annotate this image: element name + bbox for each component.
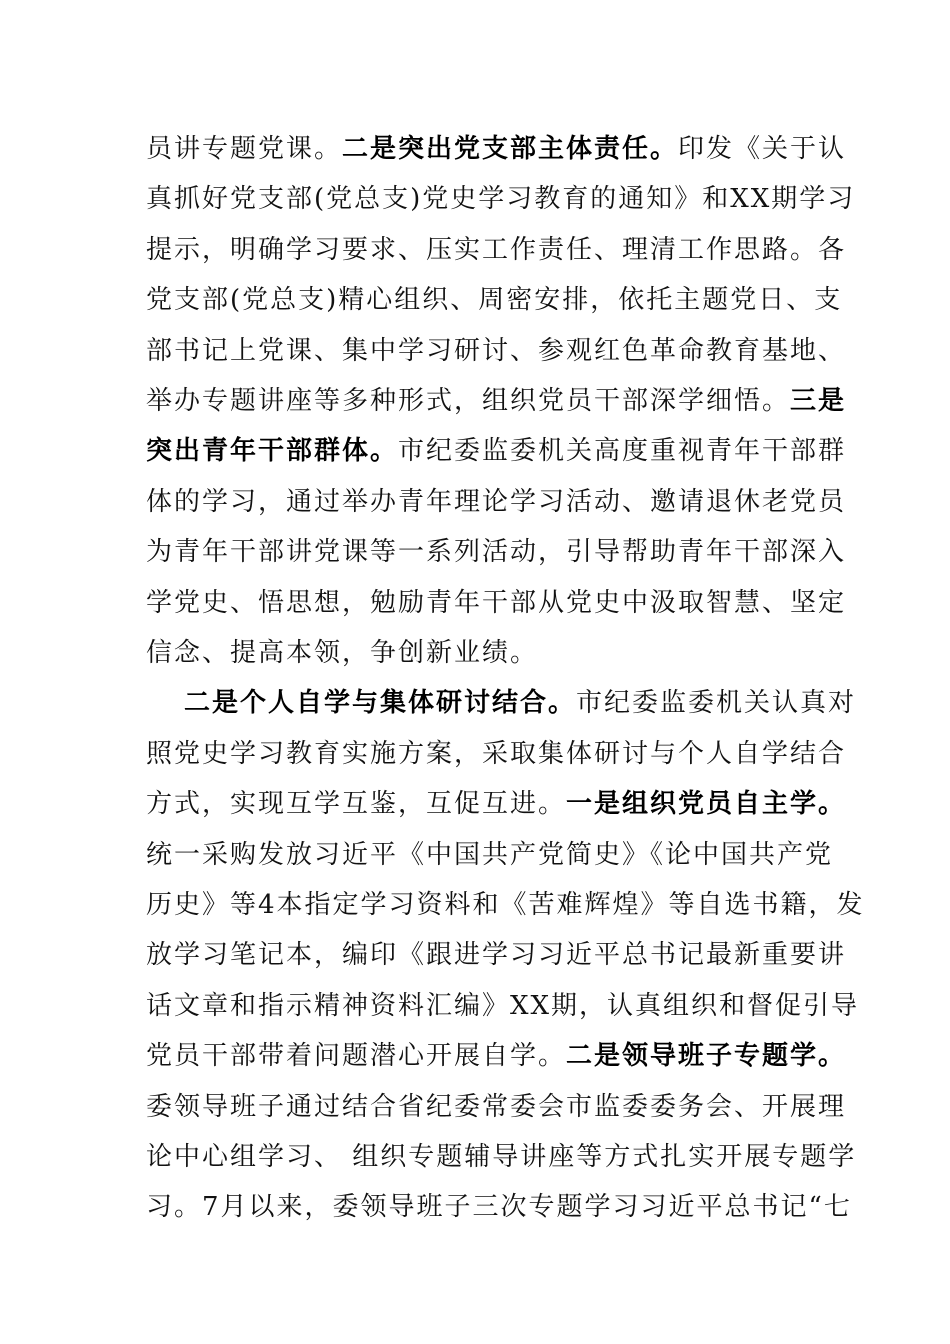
body-text: 部书记上党课、集中学习研讨、参观红色革命教育基地、	[146, 335, 847, 366]
body-text: 党员干部带着问题潜心开展自学。	[146, 1041, 567, 1072]
body-text: 统一采购发放习近平《中国共产党简史》《论中国共产党	[146, 839, 834, 870]
text-line	[146, 628, 806, 678]
body-text: 员讲专题党课。	[146, 134, 343, 164]
body-text: 为青年干部讲党课等一系列活动，引导帮助青年干部深入	[146, 537, 847, 568]
text-line	[146, 426, 847, 476]
body-text: 习。7月以来，委领导班子三次专题学习习近平总书记“七	[146, 1192, 852, 1223]
body-text: 照党史学习教育实施方案，采取集体研讨与个人自学结合	[146, 738, 847, 769]
body-text: 方式，实现互学互鉴，互促互进。	[146, 789, 567, 820]
text-line	[146, 376, 847, 426]
bold-heading-text: 三是	[790, 386, 847, 416]
body-text: 举办专题讲座等多种形式，组织党员干部深学细悟。	[146, 386, 791, 416]
bold-heading-text: 一是组织党员自主学。	[566, 789, 847, 820]
body-text: 印发《关于认	[678, 134, 847, 164]
body-text: 体的学习，通过举办青年理论学习活动、邀请退休老党员	[146, 486, 847, 517]
body-text: 话文章和指示精神资料汇编》XX期，认真组织和督促引导	[146, 990, 860, 1021]
text-line	[146, 779, 847, 829]
body-text: 信念、提高本领，争创新业绩。	[146, 638, 539, 668]
body-text: 历史》等4本指定学习资料和《苦难辉煌》等自选书籍，发	[146, 890, 865, 920]
body-text: 市纪委监委机关高度重视青年干部群	[398, 436, 847, 467]
bold-heading-text: 二是突出党支部主体责任。	[342, 134, 679, 164]
text-line	[146, 930, 847, 980]
text-line	[146, 1031, 847, 1081]
text-line	[146, 124, 847, 174]
text-line	[146, 729, 847, 779]
body-text: 学党史、悟思想，勉励青年干部从党史中汲取智慧、坚定	[146, 587, 847, 618]
body-text: 论中心组学习、 组织专题辅导讲座等方式扎实开展专题学	[146, 1142, 857, 1172]
text-line	[146, 477, 847, 527]
text-line	[146, 981, 860, 1031]
text-line	[146, 880, 865, 930]
text-line	[146, 578, 847, 628]
text-line	[146, 527, 847, 577]
text-line	[146, 326, 847, 376]
body-text: 放学习笔记本，编印《跟进学习习近平总书记最新重要讲	[146, 940, 847, 971]
text-line	[184, 678, 857, 728]
bold-heading-text: 二是个人自学与集体研讨结合。	[184, 688, 577, 719]
text-line	[146, 1082, 847, 1132]
bold-heading-text: 突出青年干部群体。	[146, 436, 399, 467]
text-line	[146, 1182, 852, 1232]
text-line	[146, 174, 856, 224]
bold-heading-text: 二是领导班子专题学。	[566, 1041, 847, 1072]
body-text: 提示，明确学习要求、压实工作责任、理清工作思路。各	[146, 234, 847, 265]
text-line	[146, 225, 847, 275]
text-line	[146, 275, 843, 325]
body-text: 党支部(党总支)精心组织、周密安排，依托主题党日、支	[146, 285, 843, 316]
text-line	[146, 830, 834, 880]
text-line	[146, 1132, 857, 1182]
body-text: 真抓好党支部(党总支)党史学习教育的通知》和XX期学习	[146, 184, 856, 215]
body-text: 市纪委监委机关认真对	[576, 688, 857, 719]
body-text: 委领导班子通过结合省纪委常委会市监委委务会、开展理	[146, 1091, 847, 1122]
